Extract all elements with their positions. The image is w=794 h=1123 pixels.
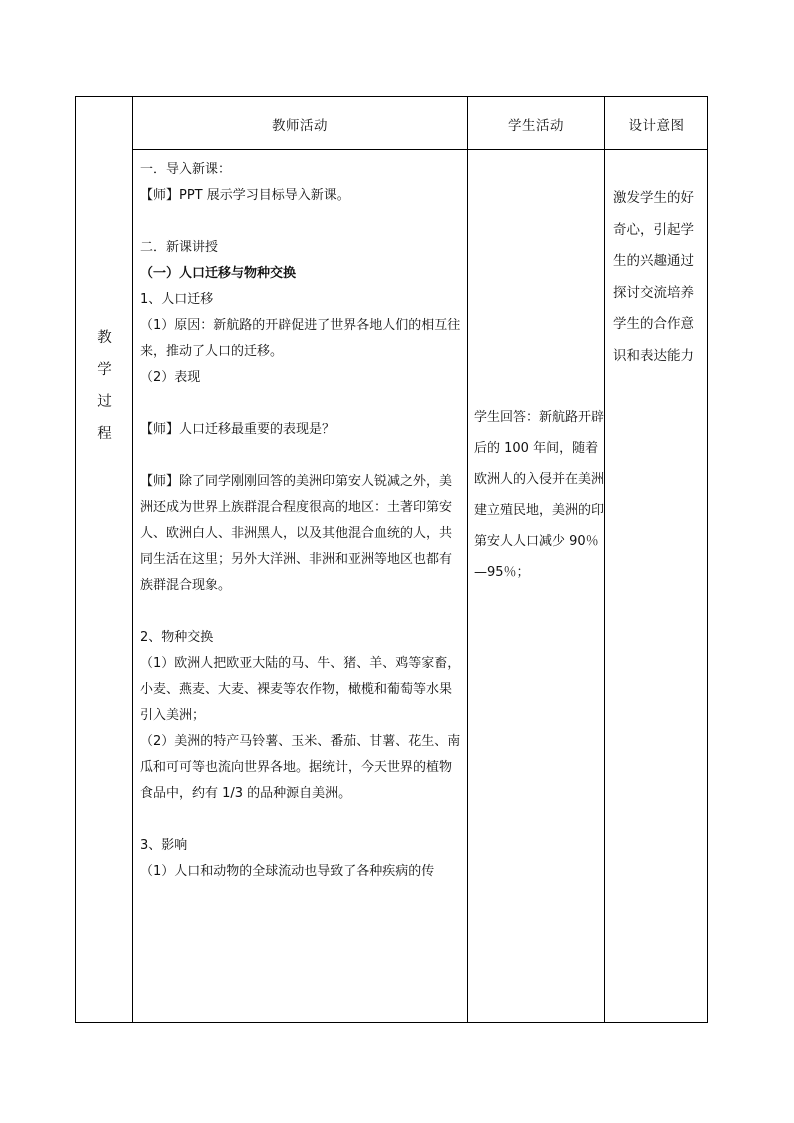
column-divider [467,97,468,1022]
lesson-plan-table [75,96,708,1023]
student-answer: 学生回答：新航路开辟后的 100 年间，随着欧洲人的入侵并在美洲建立殖民地，美洲的印第安人人口减少 90％—95％； [474,410,605,580]
teacher-activity-content [140,157,464,885]
column-divider [132,97,133,1022]
heading-population-migration: 1、人口迁移 [140,292,214,307]
side-label-char: 程 [97,426,112,442]
species-paragraph-2: （2）美洲的特产马铃薯、玉米、番茄、甘薯、花生、南瓜和可可等也流向世界各地。据统计，今天世界的植物食品中，约有 1/3 的品种源自美洲。 [140,734,461,801]
header-teacher-activity: 教师活动 [272,117,328,134]
side-label-char: 教 [97,330,112,346]
manifestation-label: （2）表现 [140,370,201,385]
subsection-title: （一）人口迁移与物种交换 [140,266,297,281]
impact-paragraph: （1）人口和动物的全球流动也导致了各种疾病的传 [140,864,435,879]
teaching-process-label [76,322,133,450]
header-design-intent: 设计意图 [628,117,685,134]
design-intent-text: 激发学生的好奇心，引起学生的兴趣通过探讨交流培养学生的合作意识和表达能力 [613,190,694,364]
header-student-activity: 学生活动 [508,117,564,134]
heading-impact: 3、影响 [140,838,188,853]
cause-paragraph: （1）原因：新航路的开辟促进了世界各地人们的相互往来，推动了人口的迁移。 [140,318,461,359]
heading-species-exchange: 2、物种交换 [140,630,214,645]
side-label-char: 过 [97,394,112,410]
side-label-char: 学 [97,362,112,378]
teacher-explanation: 【师】除了同学刚刚回答的美洲印第安人锐减之外，美洲还成为世界上族群混合程度很高的地区：土著印第安人、欧洲白人、非洲黑人，以及其他混合血统的人，共同生活在这里；另外大洋洲、非洲和亚洲等地区也都有族群混合现象。 [140,474,453,593]
teacher-intro-text: 【师】PPT 展示学习目标导入新课。 [140,188,350,203]
teacher-question: 【师】人口迁移最重要的表现是？ [140,422,336,437]
species-paragraph-1: （1）欧洲人把欧亚大陆的马、牛、猪、羊、鸡等家畜，小麦、燕麦、大麦、裸麦等农作物，橄榄和葡萄等水果引入美洲； [140,656,461,723]
column-divider [604,97,605,1022]
section-intro-title: 一．导入新课： [140,162,232,177]
section-new-lesson-title: 二．新课讲授 [140,240,219,255]
